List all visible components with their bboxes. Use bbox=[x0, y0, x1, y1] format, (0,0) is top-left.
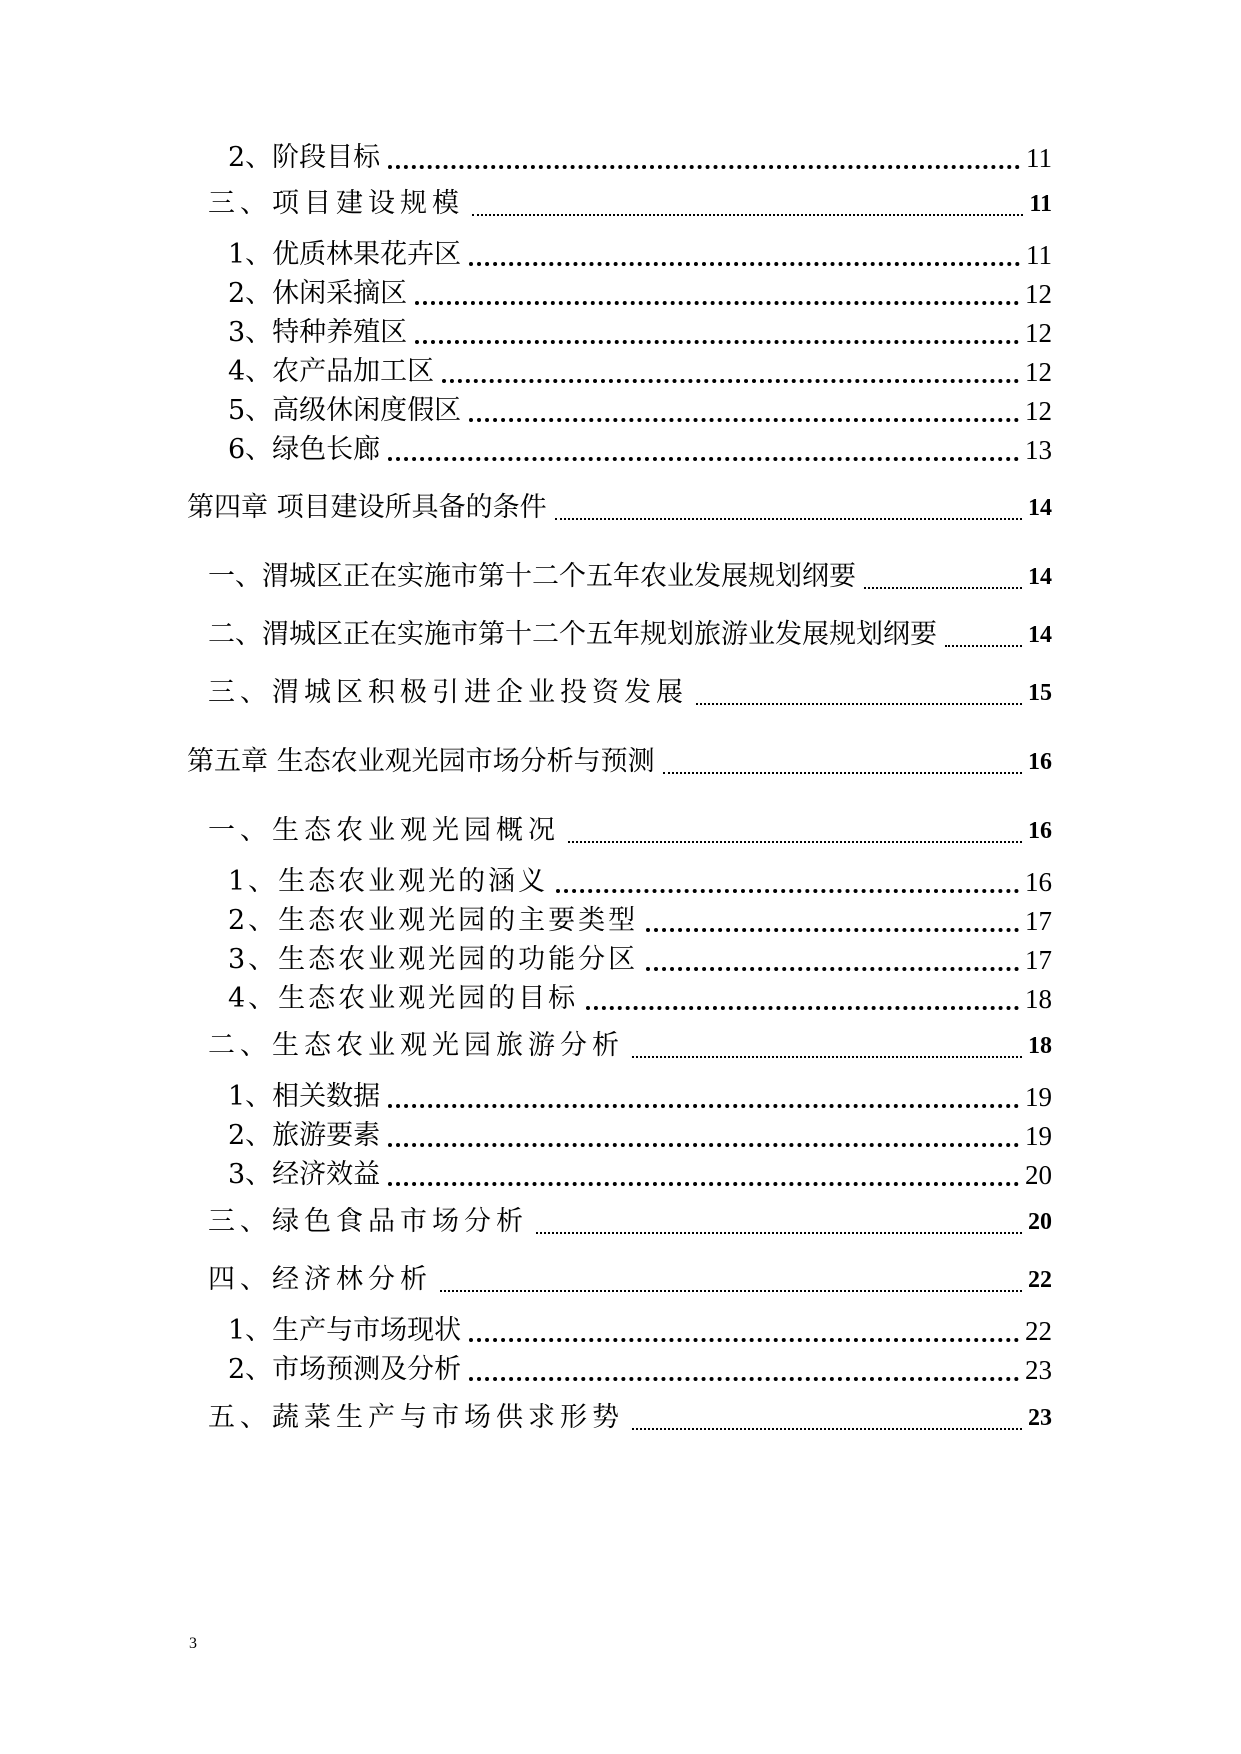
toc-entry-label: 2、生态农业观光园的主要类型 bbox=[228, 905, 639, 936]
toc-entry-label: 4、生态农业观光园的目标 bbox=[228, 983, 579, 1014]
toc-leader bbox=[388, 165, 1020, 169]
toc-entry-page: 20 bbox=[1028, 1209, 1052, 1235]
toc-entry-page: 13 bbox=[1025, 435, 1052, 465]
toc-entry-page: 12 bbox=[1025, 279, 1052, 309]
toc-entry[interactable] bbox=[0, 276, 1241, 312]
toc-entry-label: 一、生态农业观光园概况 bbox=[208, 815, 560, 846]
toc-entry-label: 2、阶段目标 bbox=[228, 142, 381, 173]
toc-entry-page: 22 bbox=[1028, 1267, 1052, 1293]
toc-leader bbox=[536, 1232, 1022, 1234]
toc-leader bbox=[469, 1338, 1019, 1342]
toc-leader bbox=[469, 262, 1020, 266]
toc-entry-page: 11 bbox=[1026, 143, 1052, 173]
toc-entry[interactable] bbox=[0, 354, 1241, 390]
toc-leader bbox=[696, 703, 1022, 705]
toc-entry-label: 1、相关数据 bbox=[228, 1081, 381, 1112]
toc-entry-page: 17 bbox=[1025, 906, 1052, 936]
toc-entry[interactable] bbox=[0, 675, 1241, 711]
toc-leader bbox=[586, 1006, 1019, 1010]
toc-entry-page: 20 bbox=[1025, 1160, 1052, 1190]
toc-entry-label: 1、优质林果花卉区 bbox=[228, 239, 462, 270]
toc-entry-page: 22 bbox=[1025, 1316, 1052, 1346]
toc-entry-label: 第五章 生态农业观光园市场分析与预测 bbox=[187, 746, 655, 777]
toc-entry[interactable] bbox=[0, 140, 1241, 176]
toc-entry[interactable] bbox=[0, 1028, 1241, 1064]
toc-entry-page: 12 bbox=[1025, 318, 1052, 348]
toc-leader bbox=[469, 418, 1019, 422]
toc-leader bbox=[472, 214, 1023, 216]
toc-entry[interactable] bbox=[0, 1118, 1241, 1154]
toc-entry-page: 16 bbox=[1028, 749, 1052, 775]
toc-leader bbox=[632, 1056, 1022, 1058]
toc-entry-page: 17 bbox=[1025, 945, 1052, 975]
toc-entry-label: 6、绿色长廊 bbox=[228, 434, 381, 465]
toc-leader bbox=[388, 1104, 1019, 1108]
toc-entry[interactable] bbox=[0, 864, 1241, 900]
toc-entry-label: 1、生产与市场现状 bbox=[228, 1315, 462, 1346]
toc-entry-label: 3、特种养殖区 bbox=[228, 317, 408, 348]
toc-entry-label: 2、市场预测及分析 bbox=[228, 1354, 462, 1385]
toc-entry-page: 14 bbox=[1028, 622, 1052, 648]
toc-entry-label: 3、生态农业观光园的功能分区 bbox=[228, 944, 639, 975]
toc-entry[interactable] bbox=[0, 1400, 1241, 1436]
toc-leader bbox=[388, 1182, 1019, 1186]
toc-leader bbox=[555, 518, 1022, 520]
toc-entry[interactable] bbox=[0, 813, 1241, 849]
toc-entry[interactable] bbox=[0, 744, 1241, 780]
toc-entry-label: 4、农产品加工区 bbox=[228, 356, 435, 387]
toc-leader bbox=[663, 772, 1022, 774]
toc-leader bbox=[568, 841, 1022, 843]
page-number: 3 bbox=[189, 1635, 197, 1652]
toc-entry-page: 19 bbox=[1025, 1121, 1052, 1151]
toc-entry[interactable] bbox=[0, 1204, 1241, 1240]
toc-entry[interactable] bbox=[0, 981, 1241, 1017]
toc-leader bbox=[646, 928, 1019, 932]
toc-entry[interactable] bbox=[0, 186, 1241, 222]
toc-entry[interactable] bbox=[0, 1157, 1241, 1193]
toc-entry-label: 一、渭城区正在实施市第十二个五年农业发展规划纲要 bbox=[208, 561, 856, 592]
toc-leader bbox=[415, 301, 1019, 305]
toc-entry[interactable] bbox=[0, 617, 1241, 653]
toc-entry-label: 二、渭城区正在实施市第十二个五年规划旅游业发展规划纲要 bbox=[208, 619, 937, 650]
toc-entry-page: 16 bbox=[1025, 867, 1052, 897]
toc-entry-label: 3、经济效益 bbox=[228, 1159, 381, 1190]
toc-entry-label: 三、项目建设规模 bbox=[208, 188, 464, 219]
toc-entry-page: 18 bbox=[1028, 1033, 1052, 1059]
toc-entry-page: 11 bbox=[1029, 191, 1052, 217]
toc-entry-label: 2、旅游要素 bbox=[228, 1120, 381, 1151]
toc-entry-label: 四、经济林分析 bbox=[208, 1264, 432, 1295]
toc-entry-page: 14 bbox=[1028, 495, 1052, 521]
toc-leader bbox=[556, 889, 1019, 893]
toc-entry-page: 16 bbox=[1028, 818, 1052, 844]
toc-entry[interactable] bbox=[0, 490, 1241, 526]
toc-leader bbox=[440, 1290, 1022, 1292]
toc-entry-label: 三、绿色食品市场分析 bbox=[208, 1206, 528, 1237]
toc-entry[interactable] bbox=[0, 559, 1241, 595]
toc-entry-page: 18 bbox=[1025, 984, 1052, 1014]
toc-entry-label: 2、休闲采摘区 bbox=[228, 278, 408, 309]
toc-entry[interactable] bbox=[0, 903, 1241, 939]
toc-entry[interactable] bbox=[0, 1262, 1241, 1298]
toc-entry[interactable] bbox=[0, 237, 1241, 273]
toc-entry-page: 12 bbox=[1025, 396, 1052, 426]
toc-entry-page: 23 bbox=[1028, 1405, 1052, 1431]
toc-entry-label: 第四章 项目建设所具备的条件 bbox=[187, 492, 547, 523]
toc-entry-label: 五、蔬菜生产与市场供求形势 bbox=[208, 1402, 624, 1433]
toc-entry-label: 二、生态农业观光园旅游分析 bbox=[208, 1030, 624, 1061]
toc-entry[interactable] bbox=[0, 1079, 1241, 1115]
toc-entry-label: 5、高级休闲度假区 bbox=[228, 395, 462, 426]
toc-leader bbox=[442, 379, 1019, 383]
toc-entry-label: 三、渭城区积极引进企业投资发展 bbox=[208, 677, 688, 708]
toc-leader bbox=[415, 340, 1019, 344]
toc-leader bbox=[646, 967, 1019, 971]
toc-entry[interactable] bbox=[0, 942, 1241, 978]
toc-entry-page: 23 bbox=[1025, 1355, 1052, 1385]
toc-entry[interactable] bbox=[0, 393, 1241, 429]
toc-leader bbox=[469, 1377, 1019, 1381]
toc-leader bbox=[388, 457, 1019, 461]
toc-entry-page: 11 bbox=[1026, 240, 1052, 270]
toc-leader bbox=[388, 1143, 1019, 1147]
toc-entry-page: 15 bbox=[1028, 680, 1052, 706]
toc-entry-page: 12 bbox=[1025, 357, 1052, 387]
toc-entry-page: 19 bbox=[1025, 1082, 1052, 1112]
toc-entry[interactable] bbox=[0, 1313, 1241, 1349]
toc-entry[interactable] bbox=[0, 315, 1241, 351]
toc-entry[interactable] bbox=[0, 1352, 1241, 1388]
toc-leader bbox=[945, 645, 1022, 647]
toc-entry[interactable] bbox=[0, 432, 1241, 468]
toc-leader bbox=[864, 587, 1022, 589]
toc-entry-page: 14 bbox=[1028, 564, 1052, 590]
toc-leader bbox=[632, 1428, 1022, 1430]
toc-entry-label: 1、生态农业观光的涵义 bbox=[228, 866, 549, 897]
